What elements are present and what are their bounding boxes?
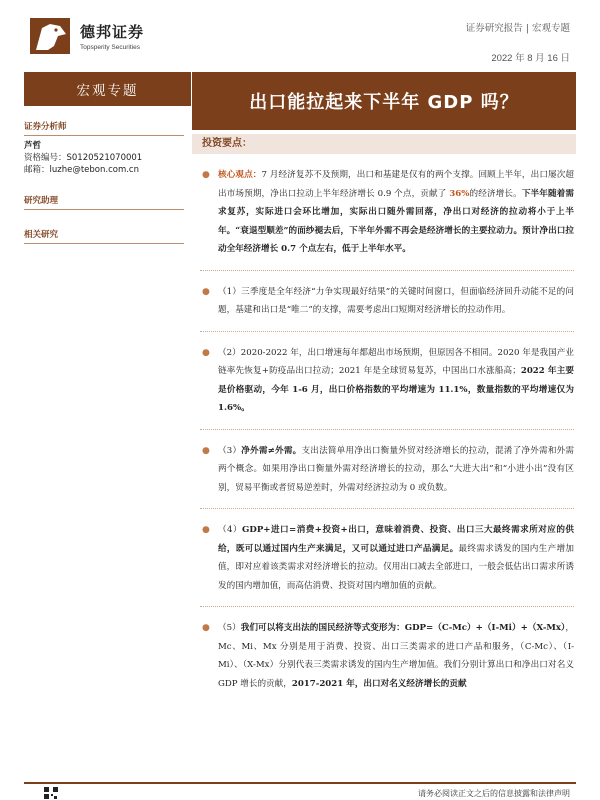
divider	[200, 606, 574, 607]
paragraph-point-1	[200, 283, 574, 320]
sidebar	[24, 120, 184, 248]
bold-span: GDP+进口=消费+投资+出口，意味着消费、投资、出口三大最终需求所对应的供给，既可以通过国内生产来满足，又可以通过进口产品满足。	[218, 525, 575, 554]
key-points-content	[200, 166, 574, 693]
text-span: 最终需求诱发的国内生产增加值，即对应着该类需求对经济增长的拉动。仅用出口减去全部进口，一般会低估出口需求所诱发的国内增加值，而高估消费、投资对国内增加值的贡献。	[218, 543, 574, 591]
text-span: （5）	[218, 623, 241, 633]
paragraph-point-4	[200, 521, 574, 595]
report-type: 证券研究报告 | 宏观专题	[465, 23, 570, 34]
bold-span: 2017-2021 年，出口对名义经济增长的贡献	[291, 678, 467, 689]
analyst-email[interactable]: 邮箱：luzhe@tebon.com.cn	[24, 165, 139, 175]
report-title: 出口能拉起来下半年 GDP 吗？	[192, 72, 576, 130]
bold-span: 净外需≠外需。	[241, 445, 302, 456]
analyst-heading: 证券分析师	[24, 120, 184, 136]
bullet-icon: ●	[202, 286, 210, 297]
text-span: 的经济增长。	[469, 188, 522, 199]
category-banner: 宏观专题	[24, 72, 191, 106]
bold-span: 我们可以将支出法的国民经济等式变形为：GDP=（C-Mc）+（I-Mi）+（X-Mx）	[240, 623, 566, 633]
text-span: （1）三季度是全年经济“力争实现最好结果”的关键时间窗口，但面临经济回升动能不足的问题，基建和出口是“唯二”的支撑，需要考虑出口短期对经济增长的拉动作用。	[218, 286, 574, 315]
bullet-icon: ●	[202, 445, 210, 456]
highlight-span: 36%	[449, 188, 470, 199]
bullet-icon: ●	[202, 347, 210, 358]
text-span: （3）	[218, 445, 242, 456]
horse-logo-icon	[28, 16, 74, 56]
related-research-heading: 相关研究	[24, 228, 184, 244]
analyst-name: 芦哲	[24, 141, 42, 151]
divider	[200, 331, 574, 332]
logo-english-text: Topsperity Securities	[80, 44, 140, 51]
text-span: ，Mc、Mi、Mx 分别是用于消费、投资、出口三类需求的进口产品和服务，（C-Mc）、（I-Mi）、（X-Mx）分别代表三类需求诱发的国内生产增加值。我们分别计算出口和净出口对名义 GDP 增长的贡献，	[218, 623, 574, 689]
paragraph-point-5	[200, 619, 574, 693]
logo-chinese-text: 德邦证券	[80, 23, 145, 41]
footer-disclaimer: 请务必阅读正文之后的信息披露和法律声明	[418, 789, 570, 798]
qr-code-icon	[44, 787, 58, 799]
text-span: 支出法简单用净出口衡量外贸对经济增长的拉动，混淆了净外需和外需两个概念。如果用净出口衡量外需对经济增长的拉动，那么“大进大出”和“小进小出”没有区别，贸易平衡或者贸易逆差时，外需对经济拉动为 0 或负数。	[218, 445, 575, 493]
assistant-heading: 研究助理	[24, 194, 184, 210]
bold-span: 2022 年主要是价格驱动，今年 1-6 月，出口价格指数的平均增速为 11.1%，数量指数的平均增速仅为 1.6%。	[218, 366, 574, 413]
divider	[200, 508, 574, 509]
bullet-icon: ●	[202, 170, 210, 180]
paragraph-point-2	[200, 344, 574, 418]
analyst-cert: 资格编号：S0120521070001	[24, 153, 143, 163]
divider	[200, 429, 574, 430]
footer-divider	[24, 782, 576, 784]
bullet-icon: ●	[202, 525, 210, 535]
divider	[200, 270, 574, 271]
paragraph-core-view	[200, 166, 574, 259]
text-span: 7 月经济复苏不及预期，出口和基建是仅有的两个支撑。回顾上半年，出口屡次超出市场预期，净出口拉动上半年经济增长 0.9 个点，贡献了	[218, 170, 574, 199]
bullet-icon: ●	[202, 623, 210, 633]
company-logo	[28, 16, 144, 56]
key-points-heading: 投资要点：	[192, 134, 576, 154]
paragraph-point-3	[200, 442, 574, 498]
report-date: 2022 年 8 月 16 日	[491, 53, 570, 64]
text-span: （2）2020-2022 年，出口增速每年都超出市场预期，但原因各不相同。2020 年是我国产业链率先恢复+防疫品出口拉动；2021 年是全球贸易复苏，中国出口水涨船高；	[218, 347, 574, 376]
core-view-label: 核心观点：	[218, 170, 262, 180]
text-span: （4）	[218, 525, 243, 535]
bold-span: 下半年随着需求复苏，实际进口会环比增加，实际出口随外需回落，净出口对经济的拉动将小于上半年。“衰退型顺差”的面纱褪去后，下半年外需不再会是经济增长的主要拉动力。预计净出口拉动全年经济增长 0.7 个点左右，低于上半年水平。	[218, 188, 574, 254]
